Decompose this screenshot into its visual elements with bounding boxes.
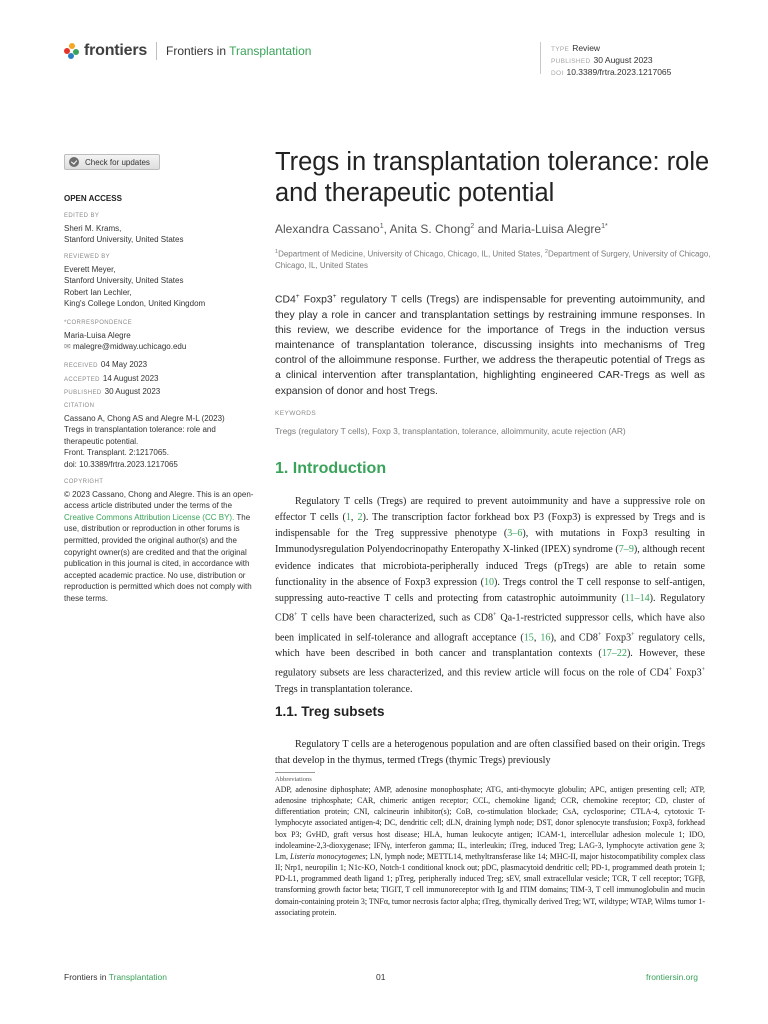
published-row: [64, 386, 264, 400]
article-title: Tregs in transplantation tolerance: role and therapeutic potential: [275, 148, 710, 207]
superscript: +: [332, 293, 337, 300]
author-name[interactable]: Alexandra Cassano: [275, 222, 380, 236]
edited-by-label: EDITED BY: [64, 213, 100, 219]
copyright-block: [64, 477, 258, 605]
superscript: +: [295, 293, 300, 300]
paragraph-text: ,: [350, 512, 358, 524]
superscript: +: [668, 667, 673, 674]
treg-subsets-paragraph: Regulatory T cells are a heterogenous population and are often classified based on their origin. Tregs that develop in the thymus, termed tTregs (thymic Tregs) previously: [275, 739, 705, 767]
superscript: +: [493, 612, 497, 619]
reference-link[interactable]: 10: [483, 576, 495, 588]
accepted-row: [64, 373, 264, 387]
copyright-text-start: © 2023 Cassano, Chong and Alegre. This is an open-access article distributed under the terms of the: [64, 489, 254, 511]
received-label: RECEIVED: [64, 363, 98, 369]
citation-authors: Cassano A, Chong AS and Alegre M-L (2023): [64, 413, 225, 423]
author-name[interactable]: Anita S. Chong: [389, 222, 471, 236]
reference-link[interactable]: 7–9: [618, 544, 634, 556]
abstract: [275, 289, 705, 399]
edited-by-block: [64, 211, 264, 246]
superscript: +: [597, 631, 602, 638]
abbreviations-label: Abbreviations: [275, 776, 312, 783]
frontiers-logo[interactable]: [64, 42, 147, 60]
subsection-heading: 1.1. Treg subsets: [275, 704, 385, 719]
published-row: [551, 55, 671, 67]
reference-link[interactable]: 17–22: [601, 648, 627, 660]
published-value: 30 August 2023: [593, 55, 653, 65]
paragraph-text: T cells have been characterized, such as CD8: [297, 612, 494, 624]
author-list: Alexandra Cassano$^1$, Anita S. Chong$^2$ and Maria-Luisa Alegre$^{1*}$: [275, 222, 608, 236]
article-meta: [551, 43, 671, 79]
reviewer-name: Robert Ian Lechler,: [64, 287, 132, 297]
paragraph-text: Regulatory T cells (Tregs) are required to prevent autoimmunity and have a suppressive role on effector T cells (: [275, 496, 705, 524]
published-label: PUBLISHED: [64, 390, 102, 397]
affil-marker: 2: [544, 249, 548, 255]
published-date: 30 August 2023: [104, 387, 161, 397]
keywords-label: KEYWORDS: [275, 410, 317, 417]
author-affil-marker: 1: [379, 223, 384, 230]
footer-journal-prefix: Frontiers in: [64, 972, 107, 982]
superscript: +: [701, 667, 706, 674]
accepted-date: 14 August 2023: [102, 373, 159, 383]
footer-journal[interactable]: [64, 972, 167, 982]
paragraph-text: Foxp3: [672, 667, 702, 679]
journal-name[interactable]: [166, 44, 311, 58]
editor-name: Sheri M. Krams,: [64, 223, 122, 233]
paragraph-text: ). The transcription factor forkhead box P3 (Foxp3) is expressed by Tregs and is indispensable for the Treg suppressive phenotype (: [275, 512, 705, 540]
abbreviations-list: [275, 784, 705, 918]
paragraph-text: Tregs in transplantation tolerance.: [275, 683, 413, 695]
citation-label: CITATION: [64, 403, 95, 409]
doi-label: DOI: [551, 70, 564, 77]
dates-block: [64, 359, 264, 400]
reviewer-affiliation: Stanford University, United States: [64, 276, 184, 286]
author-affil-marker: 2: [470, 223, 475, 230]
superscript: +: [631, 631, 635, 638]
author-affil-marker: 1*: [601, 223, 608, 230]
published-label: PUBLISHED: [551, 58, 591, 65]
affiliations: [275, 247, 715, 271]
affiliation: Department of Medicine, University of Chicago, Chicago, IL, United States,: [278, 249, 543, 259]
frontiers-logo-icon: [64, 43, 80, 59]
citation-title: Tregs in transplantation tolerance: role and therapeutic potential.: [64, 425, 216, 446]
reviewer-name: Everett Meyer,: [64, 264, 116, 274]
brand-name: frontiers: [84, 42, 148, 59]
superscript: +: [294, 612, 298, 619]
paragraph-text: ). Regulatory CD8: [275, 592, 705, 624]
footnote-divider: [275, 772, 315, 773]
journal-prefix: Frontiers in: [166, 44, 227, 58]
check-icon: [69, 157, 79, 167]
reference-link[interactable]: 2: [357, 512, 363, 524]
author-name[interactable]: Maria-Luisa Alegre: [501, 222, 602, 236]
type-value: Review: [572, 43, 601, 53]
footer-journal-name: Transplantation: [108, 972, 168, 982]
type-label: TYPE: [551, 46, 570, 53]
section-heading: 1. Introduction: [275, 460, 387, 477]
copyright-text: [64, 489, 258, 605]
reference-link[interactable]: 1: [345, 512, 351, 524]
paragraph-text: ), and CD8: [550, 631, 598, 643]
reference-link[interactable]: 15: [523, 631, 534, 643]
footer-site-link[interactable]: frontiersin.org: [646, 972, 698, 982]
correspondence-email[interactable]: malegre@midway.uchicago.edu: [72, 342, 187, 352]
paragraph-text: ), although recent evidence indicates that microbiota-peripherally induced Tregs (pTregs) are able to retain some functionality in the absence of Foxp3 expression (: [275, 544, 705, 588]
abbreviations-italic: Listeria monocytogenes: [290, 851, 366, 861]
reference-link[interactable]: 11–14: [624, 592, 650, 604]
affiliation: Department of Surgery, University of Chicago, Chicago, IL, United States: [275, 249, 711, 270]
paragraph-text: ). Tregs control the T cell response to self-antigen, suppressing auto-reactive T cells and protecting from catastrophic autoimmunity (: [275, 576, 706, 604]
received-date: 04 May 2023: [100, 360, 148, 369]
mail-icon: ✉: [64, 342, 73, 352]
header-divider: [156, 42, 157, 60]
correspondence-email-row[interactable]: [64, 341, 264, 353]
abbreviations-text: ; LN, lymph node; METTL14, methyltransferase like 14; MHC-II, major histocompatibility complex class II; Nrp1, neuropilin 1; N1c-KO, Notch-1 conditional knock out; pDC, plasmacytoid dendritic cell; PD-1, programmed death protein 1; PD-L1, programmed death ligand 1; pTreg, peripherally induced Treg; sEV, small extracellular vesicle; TCR, T cell receptor; TGFβ, transforming growth factor beta; TIGIT, T cell immunoreceptor with Ig and ITIM domains; TIM-3, T cell immunoglobulin and mucin domain-containing protein 3; TNFα, tumor necrosis factor alpha; tTreg, thymically derived Treg; WT, wildtype; WTAP, Wilms tumor 1-associating protein.: [275, 851, 705, 917]
doi-row[interactable]: [551, 67, 671, 79]
paragraph-text: ,: [533, 631, 541, 643]
accepted-label: ACCEPTED: [64, 376, 100, 383]
open-access-block: [64, 193, 264, 205]
keywords: Tregs (regulatory T cells), Foxp 3, transplantation, tolerance, alloimmunity, acute rejection (AR): [275, 426, 626, 436]
check-for-updates-button[interactable]: [64, 154, 160, 170]
citation-journal: Front. Transplant. 2:1217065.: [64, 448, 169, 458]
abstract-text: CD4: [275, 294, 296, 306]
reviewed-by-block: [64, 252, 264, 310]
reviewed-by-label: REVIEWED BY: [64, 254, 111, 260]
received-row: [64, 359, 264, 373]
abbreviations-text: ADP, adenosine diphosphate; AMP, adenosine monophosphate; ATG, anti-thymocyte globulin; APC, antigen presenting cell; ATP, adenosine triphosphate; CAR, chimeric antigen receptor; CCL, chemokine ligand; CCR, chemokine receptor; CD, cluster of differentiation protein; CNI, calcineurin inhibitor(s); CoB, co-stimulation blockade; CsA, cyclosporine; CTLA-4, cytotoxic T-lymphocyte associated antigen-4; DC, dendritic cell; dLN, draining lymph node; DST, donor splenocyte transfusion; Foxp3, forkhead box P3; GvHD, graft versus host disease; HLA, human leukocyte antigen; ICAM-1, intercellular adhesion molecule 1; IDO, indoleamine-2,3-dioxygenase; IFNγ, interferon gamma; IL, interleukin; iTreg, induced Treg; LAG-3, lymphocyte activation gene 3; Lm,: [275, 785, 705, 861]
paragraph-text: regulatory cells, which have been described in both cancer and transplantation contexts (: [275, 631, 706, 660]
citation-block: [64, 401, 254, 471]
check-updates-label: Check for updates: [85, 157, 150, 167]
correspondence-name: Maria-Luisa Alegre: [64, 330, 131, 340]
paragraph-text: Foxp3: [601, 631, 632, 643]
reference-link[interactable]: 3–6: [507, 528, 523, 540]
reviewer-affiliation: King's College London, United Kingdom: [64, 299, 206, 309]
paragraph-text: ). However, these regulatory subsets are less characterized, and this review article will focus on the role of CD4: [275, 648, 705, 679]
open-access-label: OPEN ACCESS: [64, 194, 122, 203]
copyright-label: COPYRIGHT: [64, 479, 104, 485]
journal-title: Transplantation: [229, 44, 312, 58]
paragraph-text: ), with mutations in Foxp3 resulting in Immunodysregulation Polyendocrinopathy Enteropathy X-linked (IPEX) syndrome (: [275, 528, 705, 556]
abstract-text: Foxp3: [299, 294, 333, 306]
copyright-text-end: The use, distribution or reproduction in other forums is permitted, provided the original author(s) and the copyright owner(s) are credited and that the original publication in this journal is cited, in accordance with accepted academic practice. No use, distribution or reproduction is permitted which does not comply with these terms.: [64, 512, 252, 603]
type-row: [551, 43, 671, 55]
abstract-text: regulatory T cells (Tregs) are indispensable for preventing autoimmunity, and they play a role in cancer and transplantation settings by restraining immune responses. In this review, we describe evidence for the importance of Tregs in the induction versus maintenance of transplantation tolerance, discussing insights into mechanisms of Treg control of the alloimmune response. Further, we address the therapeutic potential of Tregs as a clinical intervention after transplantation, highlighting engineered CAR-Tregs as well as expansion of donor and host Tregs.: [275, 294, 706, 397]
editor-affiliation: Stanford University, United States: [64, 235, 184, 245]
doi-value[interactable]: 10.3389/frtra.2023.1217065: [566, 67, 672, 77]
correspondence-block: [64, 318, 264, 353]
affil-marker: 1: [275, 249, 279, 255]
citation-doi: doi: 10.3389/frtra.2023.1217065: [64, 459, 178, 469]
meta-divider: [540, 42, 541, 74]
introduction-paragraph: [275, 494, 705, 698]
author-conjunction: and: [477, 222, 498, 236]
paragraph-text: Qa-1-restricted suppressor cells, which have also been implicated in self-tolerance and allograft acceptance (: [275, 612, 705, 643]
license-link[interactable]: Creative Commons Attribution License (CC BY).: [64, 512, 235, 522]
page-number: 01: [376, 972, 386, 982]
reference-link[interactable]: 16: [540, 631, 551, 643]
correspondence-label: *CORRESPONDENCE: [64, 320, 133, 326]
